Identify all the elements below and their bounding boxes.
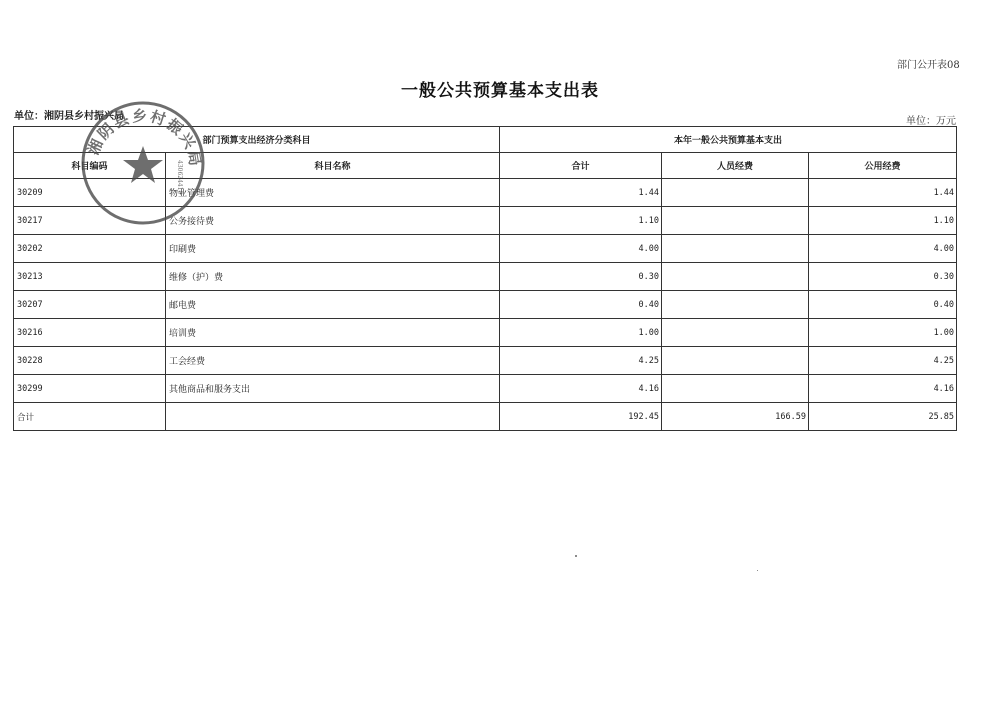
cell-code: 30216 — [14, 319, 166, 347]
cell-name: 物业管理费 — [166, 179, 500, 207]
cell-total: 1.00 — [500, 319, 662, 347]
seal-code: 430624410 — [176, 160, 183, 195]
cell-personnel — [662, 347, 809, 375]
cell-total: 4.16 — [500, 375, 662, 403]
scan-speck — [757, 570, 758, 571]
total-public: 25.85 — [809, 403, 957, 431]
budget-table — [13, 126, 957, 431]
total-sum: 192.45 — [500, 403, 662, 431]
cell-public: 1.10 — [809, 207, 957, 235]
header-total: 合计 — [500, 153, 662, 179]
cell-personnel — [662, 375, 809, 403]
cell-public: 4.25 — [809, 347, 957, 375]
seal-text: 湘阴县乡村振兴局 — [84, 106, 205, 170]
total-row — [14, 403, 957, 431]
cell-personnel — [662, 291, 809, 319]
total-label: 合计 — [14, 403, 166, 431]
cell-total: 1.10 — [500, 207, 662, 235]
total-name-cell — [166, 403, 500, 431]
cell-code: 30202 — [14, 235, 166, 263]
cell-total: 4.25 — [500, 347, 662, 375]
table-number: 部门公开表08 — [897, 60, 960, 71]
cell-code: 30217 — [14, 207, 166, 235]
cell-name: 印刷费 — [166, 235, 500, 263]
header-group-budget: 本年一般公共预算基本支出 — [500, 127, 957, 153]
cell-public: 0.40 — [809, 291, 957, 319]
header-code: 科目编码 — [14, 153, 166, 179]
cell-total: 0.30 — [500, 263, 662, 291]
header-personnel: 人员经费 — [662, 153, 809, 179]
cell-total: 4.00 — [500, 235, 662, 263]
cell-personnel — [662, 179, 809, 207]
header-public: 公用经费 — [809, 153, 957, 179]
table-row — [14, 263, 957, 291]
table-row — [14, 207, 957, 235]
table-row — [14, 179, 957, 207]
cell-total: 1.44 — [500, 179, 662, 207]
table-row — [14, 291, 957, 319]
cell-name: 公务接待费 — [166, 207, 500, 235]
cell-public: 1.44 — [809, 179, 957, 207]
cell-public: 4.16 — [809, 375, 957, 403]
table-row — [14, 319, 957, 347]
cell-code: 30213 — [14, 263, 166, 291]
cell-code: 30207 — [14, 291, 166, 319]
cell-total: 0.40 — [500, 291, 662, 319]
scan-speck — [575, 555, 577, 557]
table-row — [14, 347, 957, 375]
table-row — [14, 375, 957, 403]
cell-name: 培训费 — [166, 319, 500, 347]
cell-public: 0.30 — [809, 263, 957, 291]
cell-personnel — [662, 319, 809, 347]
cell-personnel — [662, 207, 809, 235]
cell-personnel — [662, 235, 809, 263]
unit-organization: 单位：湘阴县乡村振兴局 — [14, 111, 124, 122]
cell-name: 邮电费 — [166, 291, 500, 319]
cell-code: 30299 — [14, 375, 166, 403]
header-name: 科目名称 — [166, 153, 500, 179]
cell-code: 30228 — [14, 347, 166, 375]
total-personnel: 166.59 — [662, 403, 809, 431]
cell-public: 1.00 — [809, 319, 957, 347]
cell-name: 工会经费 — [166, 347, 500, 375]
header-group-economic: 部门预算支出经济分类科目 — [14, 127, 500, 153]
cell-public: 4.00 — [809, 235, 957, 263]
cell-personnel — [662, 263, 809, 291]
cell-name: 其他商品和服务支出 — [166, 375, 500, 403]
cell-code: 30209 — [14, 179, 166, 207]
cell-name: 维修（护）费 — [166, 263, 500, 291]
unit-currency: 单位：万元 — [906, 116, 956, 127]
table-row — [14, 235, 957, 263]
page-title: 一般公共预算基本支出表 — [401, 81, 599, 101]
